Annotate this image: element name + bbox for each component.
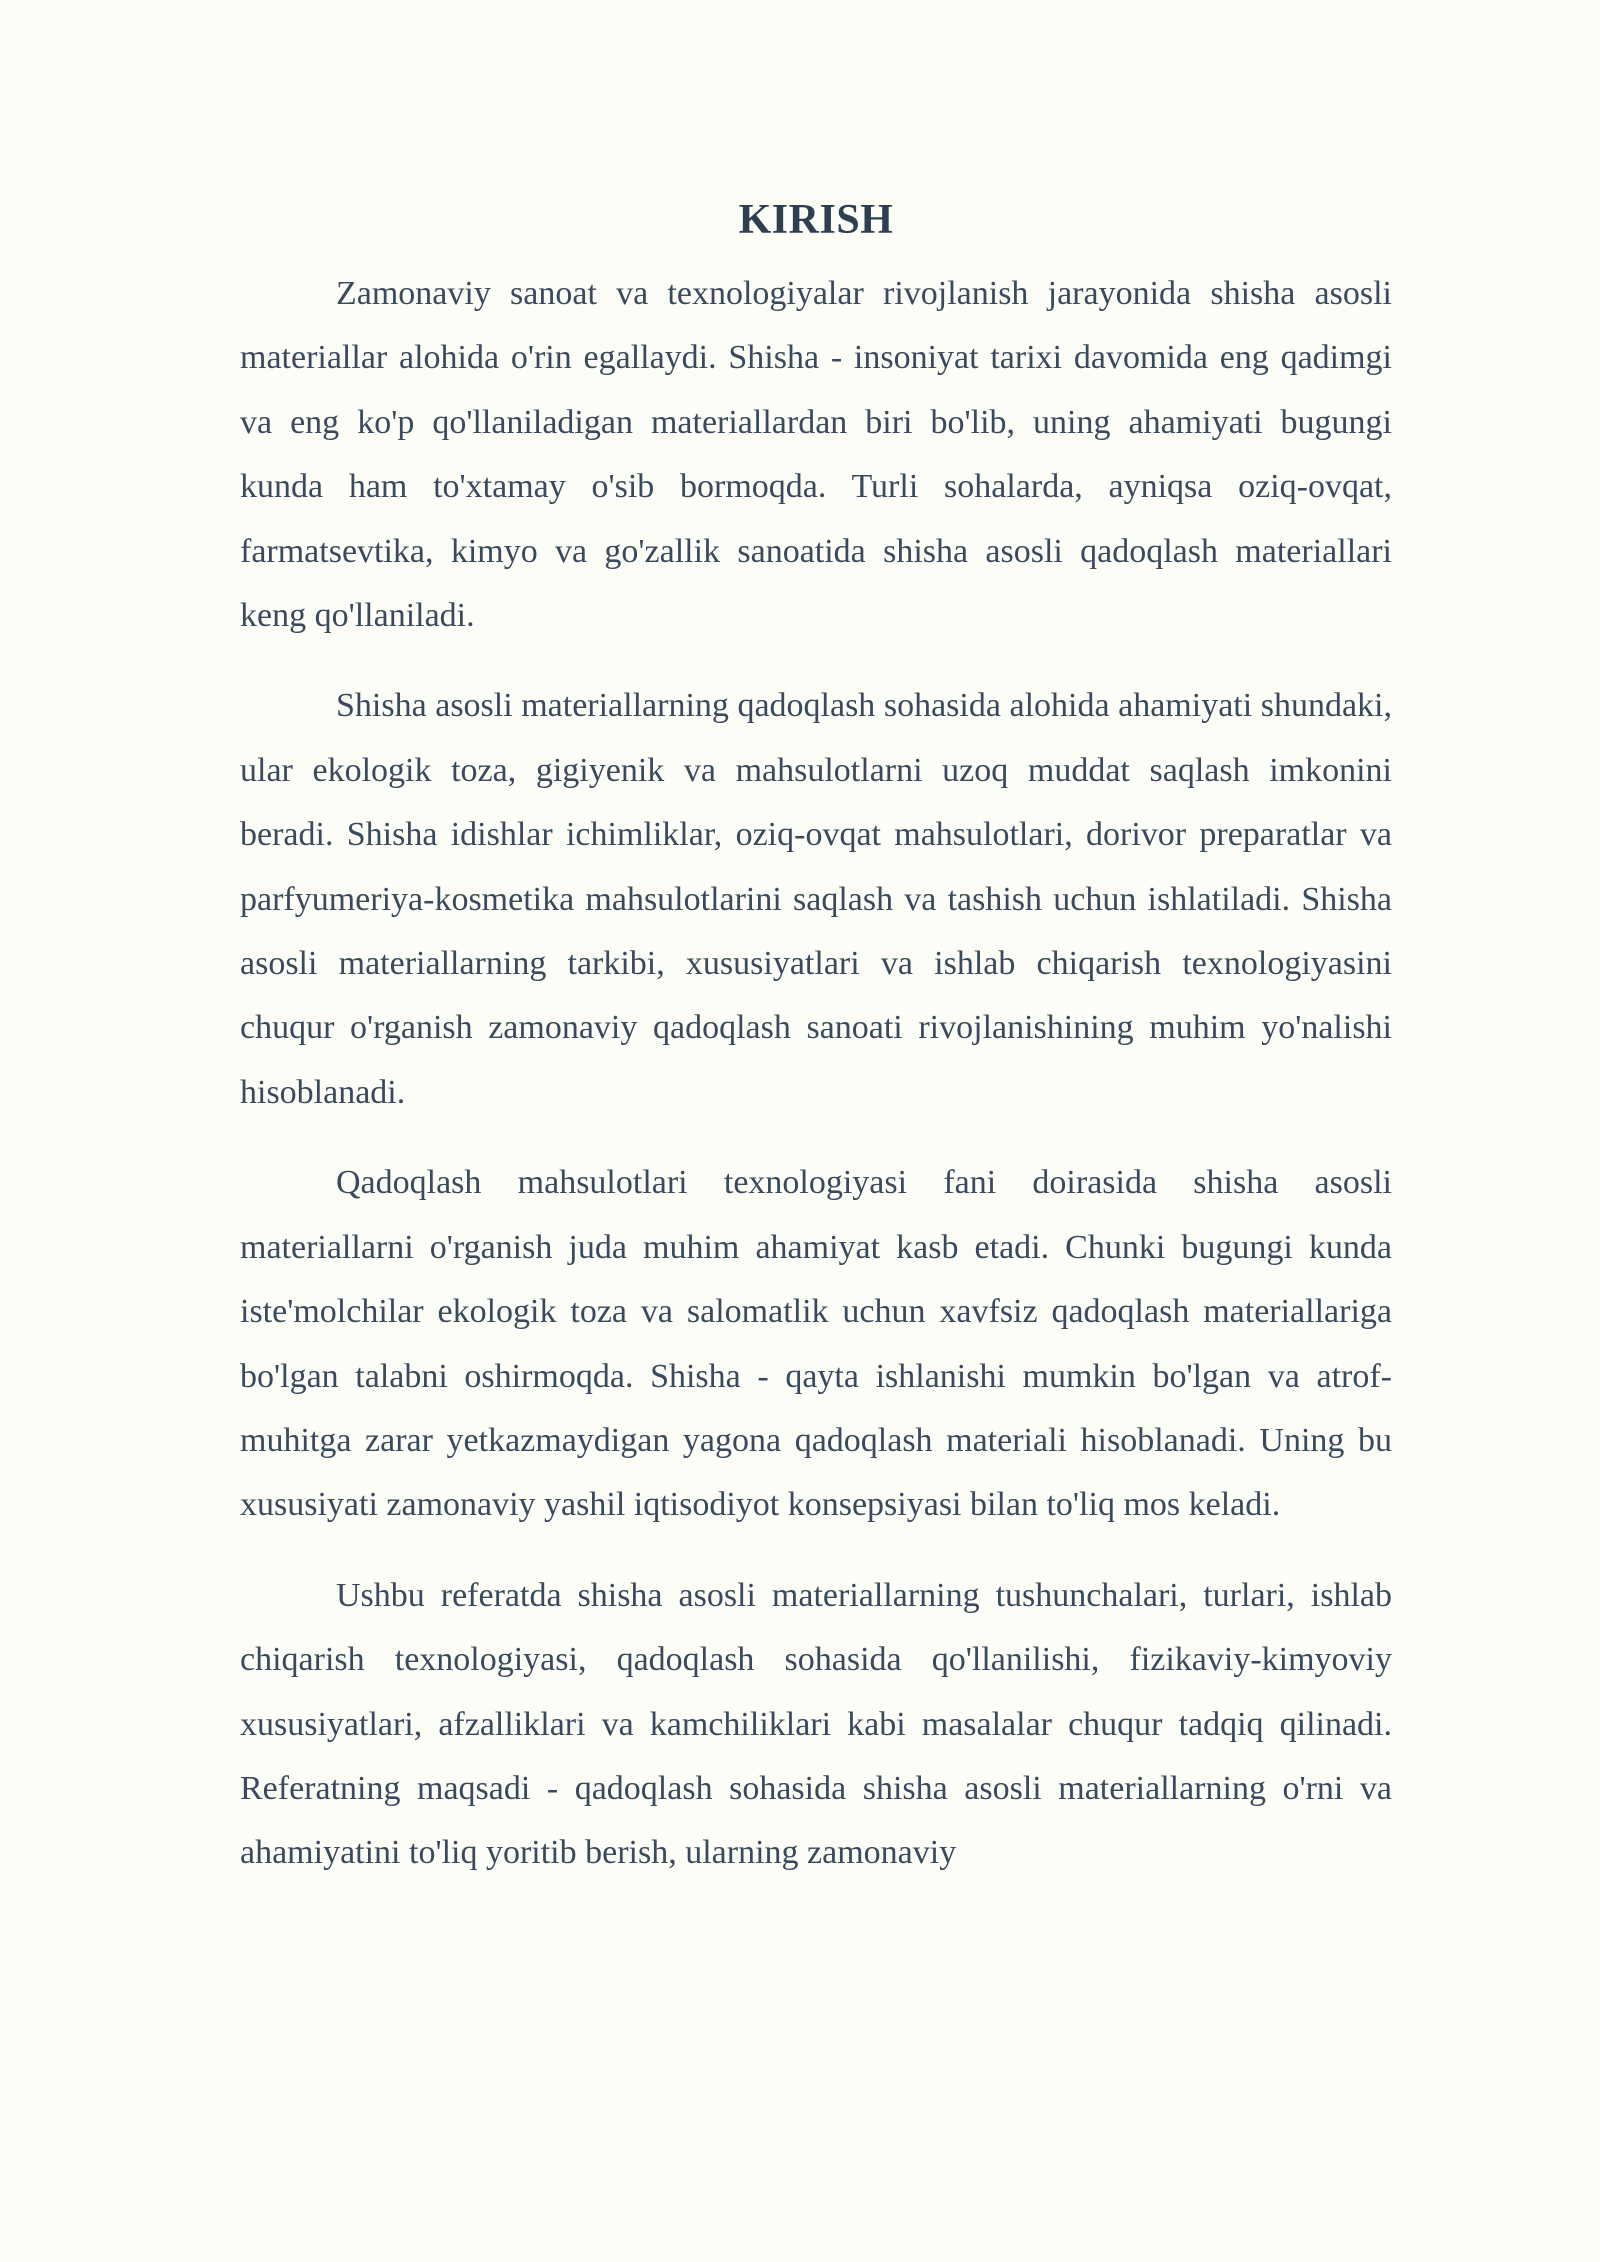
paragraph-1: Zamonaviy sanoat va texnologiyalar rivojlanish jarayonida shisha asosli materiallar alohida o'rin egallaydi. Shisha - insoniyat tarixi davomida eng qadimgi va eng ko'p qo'llaniladigan materiallardan biri bo'lib, uning ahamiyati bugungi kunda ham to'xtamay o'sib bormoqda. Turli sohalarda, ayniqsa oziq-ovqat, farmatsevtika, kimyo va go'zallik sanoatida shisha asosli qadoqlash materiallari keng qo'llaniladi.	[240, 275, 1392, 635]
document-page	[240, 190, 1392, 1912]
paragraph-2: Shisha asosli materiallarning qadoqlash sohasida alohida ahamiyati shundaki, ular ekologik toza, gigiyenik va mahsulotlarni uzoq muddat saqlash imkonini beradi. Shisha idishlar ichimliklar, oziq-ovqat mahsulotlari, dorivor preparatlar va parfyumeriya-kosmetika mahsulotlarini saqlash va tashish uchun ishlatiladi. Shisha asosli materiallarning tarkibi, xususiyatlari va ishlab chiqarish texnologiyasini chuqur o'rganish zamonaviy qadoqlash sanoati rivojlanishining muhim yo'nalishi hisoblanadi.	[240, 687, 1392, 1111]
paragraph-3: Qadoqlash mahsulotlari texnologiyasi fani doirasida shisha asosli materiallarni o'rganish juda muhim ahamiyat kasb etadi. Chunki bugungi kunda iste'molchilar ekologik toza va salomatlik uchun xavfsiz qadoqlash materiallariga bo'lgan talabni oshirmoqda. Shisha - qayta ishlanishi mumkin bo'lgan va atrof-muhitga zarar yetkazmaydigan yagona qadoqlash materiali hisoblanadi. Uning bu xususiyati zamonaviy yashil iqtisodiyot konsepsiyasi bilan to'liq mos keladi.	[240, 1164, 1392, 1524]
document-title: KIRISH	[738, 197, 894, 243]
paragraph-4: Ushbu referatda shisha asosli materiallarning tushunchalari, turlari, ishlab chiqarish texnologiyasi, qadoqlash sohasida qo'llanilishi, fizikaviy-kimyoviy xususiyatlari, afzalliklari va kamchiliklari kabi masalalar chuqur tadqiq qilinadi. Referatning maqsadi - qadoqlash sohasida shisha asosli materiallarning o'rni va ahamiyatini to'liq yoritib berish, ularning zamonaviy	[240, 1576, 1392, 1872]
